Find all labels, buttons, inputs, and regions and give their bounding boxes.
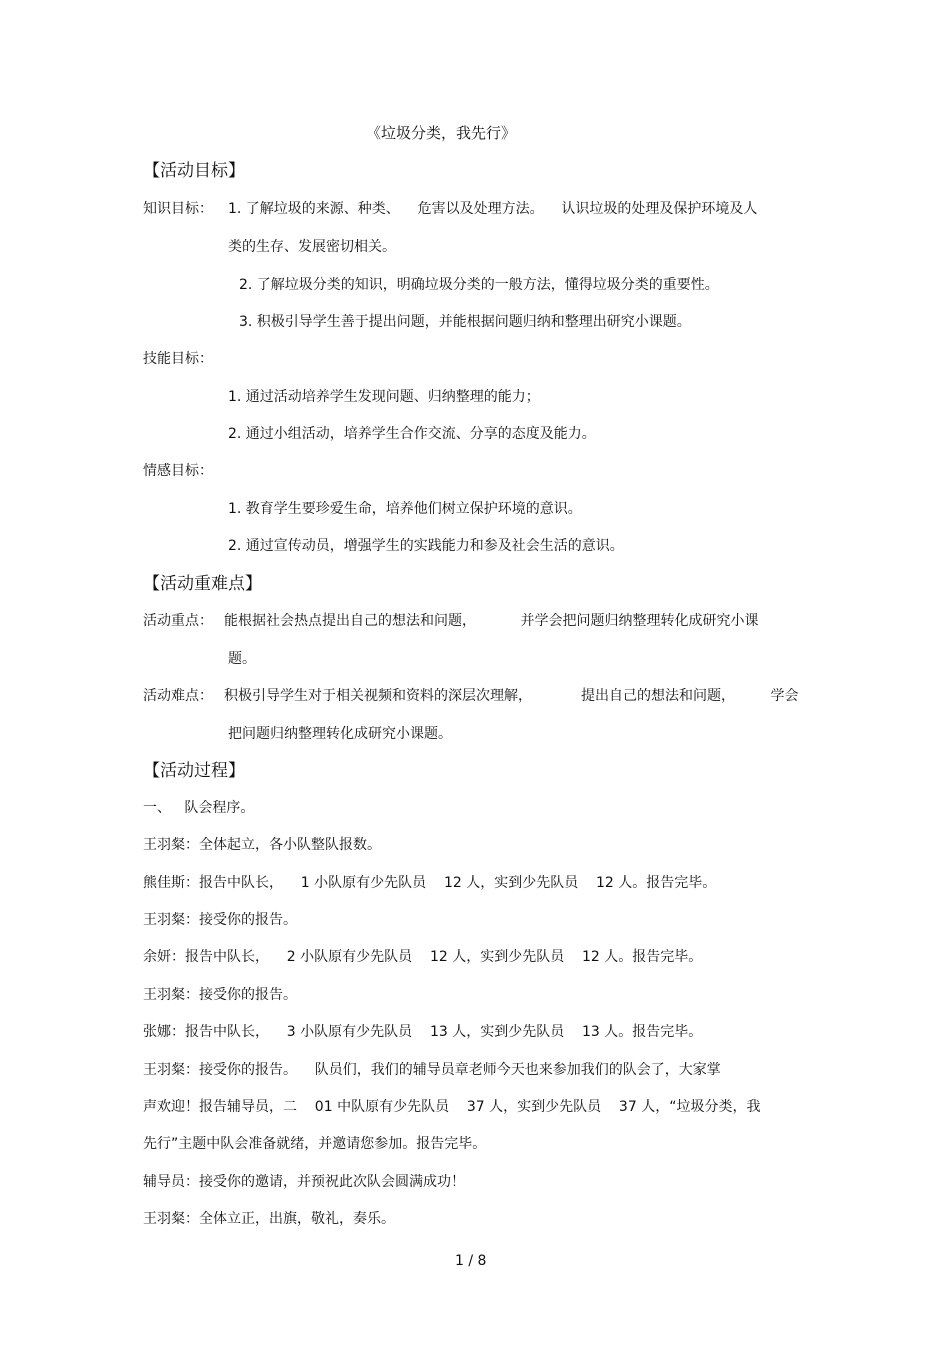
difficulty-text-a: 积极引导学生对于相关视频和资料的深层次理解， 提出自己的想法和问题， 学会 [224,688,799,704]
dialogue-line: 声欢迎！报告辅导员，二 01 中队原有少先队员 37 人，实到少先队员 37 人，“垃圾分类，我 [143,1099,761,1115]
emotion-goal-2: 2. 通过宣传动员，增强学生的实践能力和参及社会生活的意识。 [228,538,624,554]
dialogue-line: 余妍：报告中队长， 2 小队原有少先队员 12 人，实到少先队员 12 人。报告完毕。 [143,949,703,965]
skill-goal-2: 2. 通过小组活动，培养学生合作交流、分享的态度及能力。 [228,426,596,442]
emotion-label: 情感目标： [143,463,213,479]
section-heading-key-points: 【活动重难点】 [143,574,262,594]
emotion-goal-1: 1. 教育学生要珍爱生命，培养他们树立保护环境的意识。 [228,501,582,517]
dialogue-line: 王羽粲：接受你的报告。 [143,912,297,928]
skill-label: 技能目标： [143,351,213,367]
focus-label: 活动重点： [143,613,213,629]
doc-title: 《垃圾分类，我先行》 [366,124,517,142]
dialogue-line: 熊佳斯：报告中队长， 1 小队原有少先队员 12 人，实到少先队员 12 人。报告完毕。 [143,875,717,891]
knowledge-goal-2: 2. 了解垃圾分类的知识，明确垃圾分类的一般方法，懂得垃圾分类的重要性。 [239,277,719,293]
dialogue-line: 王羽粲：全体起立，各小队整队报数。 [143,837,381,853]
skill-goal-1: 1. 通过活动培养学生发现问题、归纳整理的能力； [228,389,540,405]
process-item-1: 一、 队会程序。 [143,800,255,816]
difficulty-label: 活动难点： [143,688,213,704]
focus-text-b: 题。 [228,651,256,667]
knowledge-goal-3: 3. 积极引导学生善于提出问题，并能根据问题归纳和整理出研究小课题。 [239,314,691,330]
dialogue-line: 王羽粲：接受你的报告。 队员们，我们的辅导员章老师今天也来参加我们的队会了，大家掌 [143,1062,721,1078]
dialogue-line: 王羽粲：接受你的报告。 [143,987,297,1003]
knowledge-goal-1a: 1. 了解垃圾的来源、种类、 危害以及处理方法。 认识垃圾的处理及保护环境及人 [228,201,758,217]
dialogue-line: 张娜：报告中队长， 3 小队原有少先队员 13 人，实到少先队员 13 人。报告完毕。 [143,1024,703,1040]
knowledge-goal-1b: 类的生存、发展密切相关。 [228,239,396,255]
page-number: 1 / 8 [455,1253,487,1269]
difficulty-text-b: 把问题归纳整理转化成研究小课题。 [228,726,452,742]
section-heading-goals: 【活动目标】 [143,161,245,181]
dialogue-line: 先行”主题中队会准备就绪，并邀请您参加。报告完毕。 [143,1136,487,1152]
dialogue-line: 王羽粲：全体立正，出旗，敬礼，奏乐。 [143,1211,395,1227]
section-heading-process: 【活动过程】 [143,761,245,781]
dialogue-line: 辅导员：接受你的邀请，并预祝此次队会圆满成功！ [143,1174,465,1190]
knowledge-label: 知识目标： [143,201,213,217]
focus-text-a: 能根据社会热点提出自己的想法和问题， 并学会把问题归纳整理转化成研究小课 [224,613,759,629]
